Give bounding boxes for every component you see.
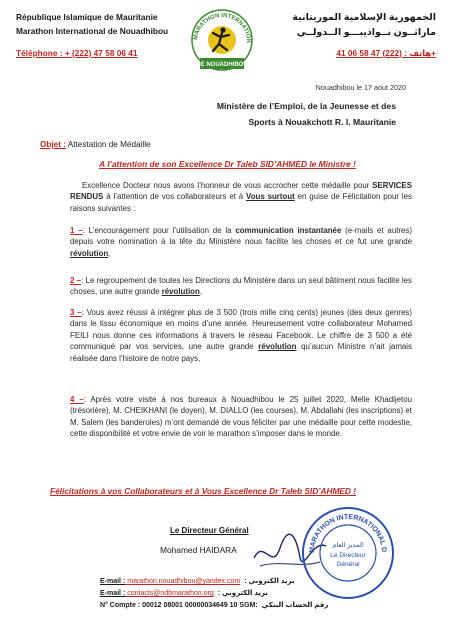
footer xyxy=(100,576,328,612)
signature-title: Le Directeur Général xyxy=(170,526,249,535)
recipient-line-1: Ministère de l’Emploi, de la Jeunesse et des xyxy=(216,101,396,111)
country-name-ar: الجمهورية الإسلامية الموريتانية xyxy=(292,12,436,23)
stamp-center-fr2: Général xyxy=(336,561,360,568)
country-name: République Islamique de Mauritanie xyxy=(16,12,158,22)
header-right xyxy=(292,10,436,61)
organization-name-ar: ماراثــون نــواذيبـــو الــدولــي xyxy=(296,27,436,38)
phone-number-ar: هاتف : (222) 47 58 06 41+ xyxy=(336,48,436,58)
stamp-arc-text: MARATHON INTERNATIONAL D xyxy=(308,513,388,554)
point-number: 4 – xyxy=(70,395,84,404)
point-number: 3 – xyxy=(70,308,82,317)
phone-number: Téléphone : + (222) 47 58 06 41 xyxy=(16,48,138,58)
footer-email2-row: E-mail : contacts@ndbmarathon.org : بريد الكتروني xyxy=(100,590,268,597)
subject-label: Objet : xyxy=(40,140,66,149)
email2-link[interactable]: contacts@ndbmarathon.org xyxy=(125,590,214,597)
congratulations-line: Félicitations à vos Collaborateurs et à Vous Excellence Dr Taleb SID’AHMED ! xyxy=(50,486,356,496)
stamp-center-fr1: Le Directeur xyxy=(330,552,366,559)
logo-bottom-text: DE NOUADHIBOU xyxy=(196,62,248,68)
paragraph-point-4: 4 –: Après votre visite à nos bureaux à Nouadhibou le 25 juillet 2020, Melle Khadijetou (trésorière), M. CHEIKHANI (le doyen), M. DIALLO (les courses), M. Abdallahi (les inscriptions) et M. Salem (les banderoles) m’ont demandé de vous féliciter par une médaille pour cette modestie, cette disponibilité et votre envie de voir le marathon s’imposer dans le monde. xyxy=(70,395,412,439)
point-number: 2 – xyxy=(70,276,82,285)
paragraph-point-2: 2 –: Le regroupement de toutes les Directions du Ministère dans un seul bâtiment nous facilite les choses, une autre grande révolution, xyxy=(70,276,412,297)
marathon-logo xyxy=(189,6,255,74)
logo-arc-text: MARATHON INTERNATION xyxy=(193,12,252,44)
subject-line xyxy=(40,140,151,149)
paragraph-point-1: 1 –: L’encouragement pour l’utilisation de la communication instantanée (e-mails et autres) depuis votre nomination à la tête du Ministère nous facilite les choses et ce fut une grande révolution, xyxy=(70,226,412,258)
attention-line: A l’attention de son Excellence Dr Taleb SID’AHMED le Ministre ! xyxy=(99,159,356,169)
paragraph-point-3: 3 –: Vous avez réussi à intégrer plus de 3 500 (trois mille cinq cents) jeunes (des deux genres) dans le tissu économique en moins d’une année. Heureusement votre collaborateur Mohamed FEILI nous donne ces informations à travers le réseau Facebook. Le chiffre de 3 500 a été communiqué par vos services, une autre grande révolution qu’aucun Ministre n’ait jamais réalisée dans l’histoire de notre pays, xyxy=(70,308,412,363)
letter-date: Nouadhibou le 17 aout 2020 xyxy=(315,83,406,92)
recipient-block xyxy=(136,98,396,130)
subject-text: Attestation de Médaille xyxy=(65,140,151,149)
email-link[interactable]: marathon.nouadhibou@yandex.com xyxy=(125,578,241,585)
stamp-center-ar: المدير العام xyxy=(332,541,364,549)
paragraph-intro: Excellence Docteur nous avons l’honneur de vous accrocher cette médaille pour SERVICES RENDUS à l’attention de vos collaborateurs et à Vous surtout en guise de Félicitation pour les raisons suivantes : xyxy=(70,181,412,213)
header-left xyxy=(16,10,168,60)
point-number: 1 – xyxy=(70,226,83,235)
footer-account-row: N° Compte : 00012 08001 00000034649 10 SGM: رقم الحساب البنكي xyxy=(100,602,329,609)
organization-name: Marathon International de Nouadhibou xyxy=(16,26,169,36)
signature-name: Mohamed HAIDARA xyxy=(160,545,237,555)
recipient-line-2: Sports à Nouakchott R. I. Mauritanie xyxy=(248,117,396,127)
footer-email-row: E-mail : marathon.nouadhibou@yandex.com : بريد الكتروني xyxy=(100,578,295,585)
